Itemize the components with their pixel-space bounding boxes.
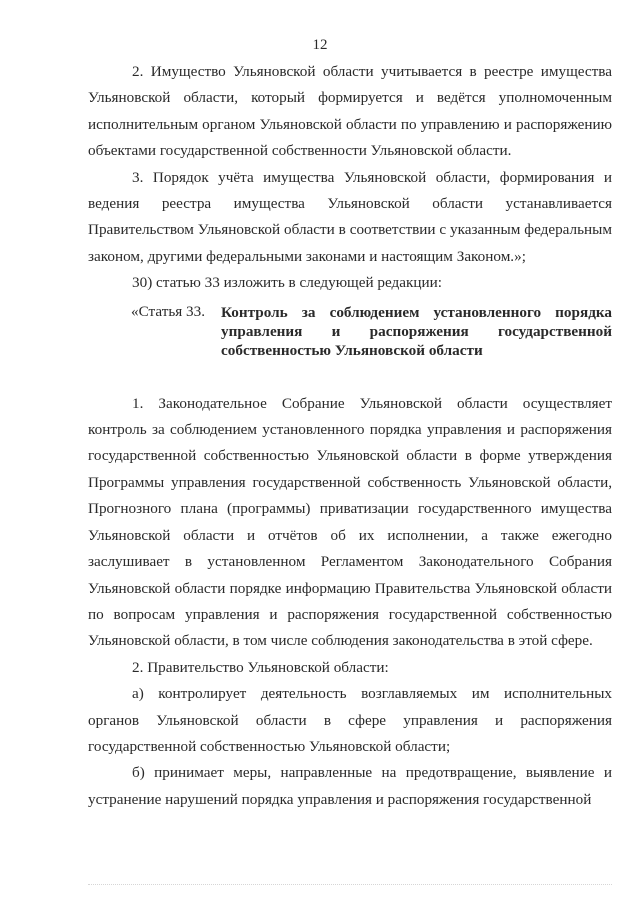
article-title: Контроль за соблюдением установленного порядка управления и распоряжения государственной собственностью Ульяновской области bbox=[221, 303, 612, 359]
subparagraph-b: б) принимает меры, направленные на предотвращение, выявление и устранение нарушений порядка управления и распоряжения государственной bbox=[88, 764, 612, 808]
scan-artifact-line bbox=[88, 884, 612, 888]
document-body bbox=[88, 59, 612, 813]
paragraph-3-accounting: 3. Порядок учёта имущества Ульяновской области, формирования и ведения реестра имущества Ульяновской области устанавливается Правительством Ульяновской области в соответствии с указанным федеральным законом, другими федеральными законами и настоящим Законом.»; bbox=[88, 168, 612, 265]
spacer bbox=[88, 360, 612, 391]
paragraph-2-government: 2. Правительство Ульяновской области: bbox=[132, 658, 389, 676]
paragraph-30-amendment: 30) статью 33 изложить в следующей редакции: bbox=[132, 274, 442, 292]
article-heading bbox=[88, 299, 612, 360]
page-number: 12 bbox=[312, 37, 328, 53]
article-label: «Статья 33. bbox=[131, 302, 206, 320]
paragraph-1-legislative-control: 1. Законодательное Собрание Ульяновской области осуществляет контроль за соблюдением установленного порядка управления и распоряжения государственной собственностью Ульяновской области в форме утверждения Программы управления государственной собственность Ульяновской области, Прогнозного плана (программы) приватизации государственного имущества Ульяновской области и отчётов об их исполнении, а также ежегодно заслушивает в установленном Регламентом Законодательного Собрания Ульяновской области порядке информацию Правительства Ульяновской области по вопросам управления и распоряжения государственной собственностью Ульяновской области, в том числе соблюдения законодательства в этой сфере. bbox=[88, 394, 612, 650]
subparagraph-a: а) контролирует деятельность возглавляемых им исполнительных органов Ульяновской области в сфере управления и распоряжения государственной собственностью Ульяновской области; bbox=[88, 685, 612, 755]
paragraph-2-registry: 2. Имущество Ульяновской области учитывается в реестре имущества Ульяновской области, который формируется и ведётся уполномоченным исполнительным органом Ульяновской области по управлению и распоряжению объектами государственной собственности Ульяновской области. bbox=[88, 63, 612, 160]
